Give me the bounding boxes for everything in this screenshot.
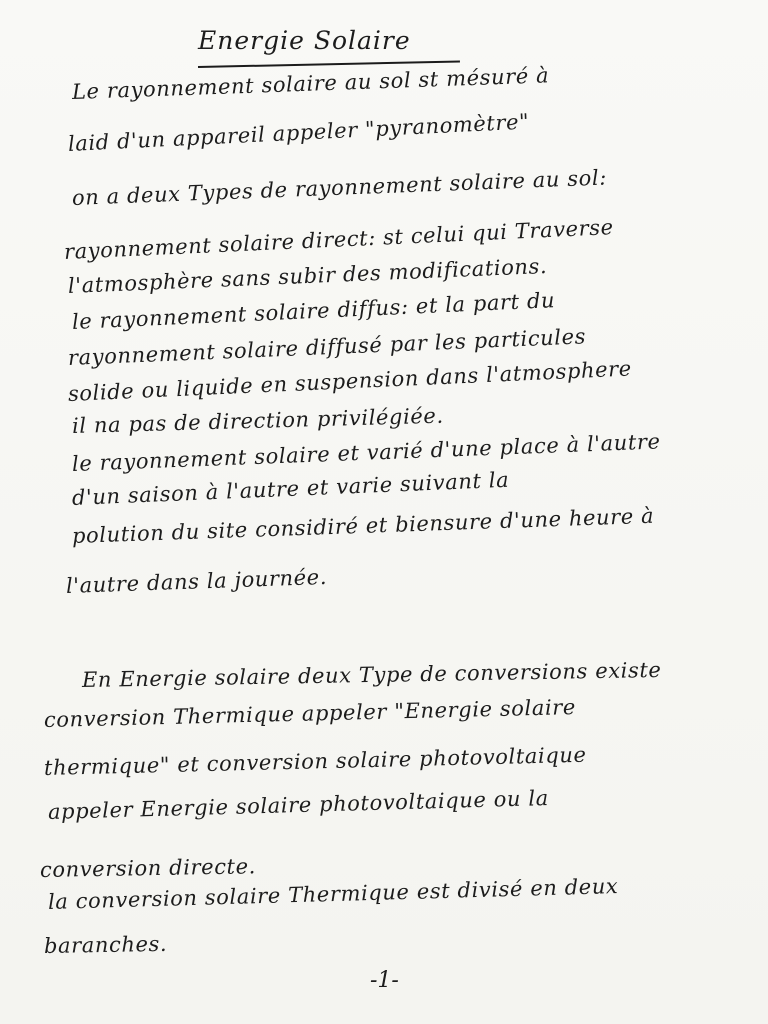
text-line: on a deux Types de rayonnement solaire au sol: (71, 165, 608, 210)
text-line: la conversion solaire Thermique est divisé en deux (47, 874, 619, 914)
text-line: En Energie solaire deux Type de conversions existe (81, 657, 662, 692)
text-line: le rayonnement solaire et varié d'une place à l'autre (71, 429, 662, 476)
text-line: laid d'un appareil appeler "pyranomètre" (67, 109, 530, 156)
text-line: conversion Thermique appeler "Energie solaire (43, 695, 577, 732)
text-line: rayonnement solaire direct: st celui qui Traverse (63, 215, 615, 264)
page-title: Energie Solaire (198, 26, 411, 55)
text-line: le rayonnement solaire diffus: et la part du (71, 288, 556, 334)
text-line: thermique" et conversion solaire photovoltaique (43, 742, 587, 780)
text-line: il na pas de direction privilégiée. (71, 403, 444, 438)
text-line: conversion directe. (39, 854, 257, 882)
text-line: d'un saison à l'autre et varie suivant la (71, 467, 510, 510)
text-line: solide ou liquide en suspension dans l'atmosphere (67, 356, 633, 406)
page-number: -1- (370, 968, 399, 993)
text-line: l'autre dans la journée. (65, 564, 328, 598)
text-line: baranches. (43, 931, 168, 958)
text-line: rayonnement solaire diffusé par les particules (67, 324, 587, 370)
text-line: appeler Energie solaire photovoltaique ou la (47, 786, 550, 824)
text-line: l'atmosphère sans subir des modifications. (67, 253, 548, 298)
text-line: polution du site considiré et biensure d'une heure à (71, 503, 655, 548)
text-line: Le rayonnement solaire au sol st mésuré à (71, 63, 550, 104)
